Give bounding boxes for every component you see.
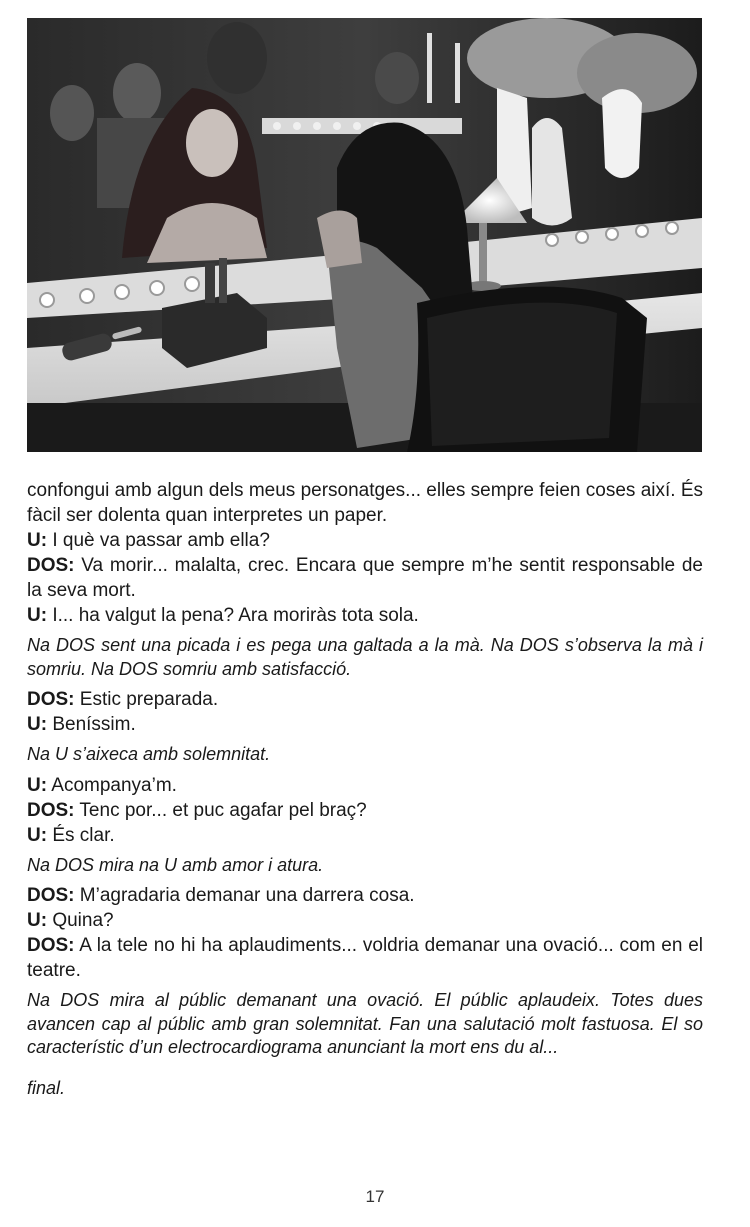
line-text: Quina?	[47, 910, 114, 931]
line-text: M’agradaria demanar una darrera cosa.	[74, 885, 415, 906]
line-text: I què va passar amb ella?	[47, 530, 270, 551]
stage-direction: final.	[27, 1077, 66, 1098]
page-number: 17	[365, 1187, 385, 1206]
speaker: U:	[27, 714, 48, 735]
line-text: I... ha valgut la pena? Ara moriràs tota sola.	[47, 605, 419, 626]
dialogue-line	[27, 553, 703, 603]
speaker: DOS:	[27, 555, 75, 576]
speaker: DOS:	[27, 885, 75, 906]
line-text: És clar.	[47, 824, 115, 846]
dialogue-line	[27, 773, 703, 798]
stage-direction: Na DOS sent una picada i es pega una galtada a la mà. Na DOS s’observa la mà i somriu. Na DOS somriu amb satisfacció.	[27, 635, 703, 679]
scene-photo	[27, 18, 702, 452]
line-text: A la tele no hi ha aplaudiments... voldria demanar una ovació... com en el teatre.	[27, 935, 703, 981]
speaker: DOS:	[27, 689, 75, 710]
dialogue-line	[27, 823, 703, 848]
stage-direction: Na U s’aixeca amb solemnitat.	[27, 744, 271, 764]
speaker: U:	[27, 910, 48, 931]
stage-direction: Na DOS mira al públic demanant una ovació. El públic aplaudeix. Totes dues avancen cap al públic amb gran solemnitat. Fan una salutació molt fastuosa. El so característic d’un electrocardiograma anunciant la mort ens du al...	[27, 990, 703, 1057]
dialogue-line	[27, 798, 703, 823]
speaker: U:	[27, 605, 48, 626]
dialogue-line	[27, 933, 703, 983]
dialogue-line	[27, 687, 703, 712]
line-text: Va morir... malalta, crec. Encara que sempre m’he sentit responsable de la seva mort.	[27, 555, 703, 601]
line-text: Beníssim.	[47, 714, 136, 735]
scene-photo-illustration	[27, 18, 702, 452]
dialogue-line	[27, 908, 703, 933]
dialogue-line	[27, 603, 703, 628]
dialogue-line	[27, 883, 703, 908]
dialogue-line	[27, 712, 703, 737]
speaker: DOS:	[27, 799, 75, 821]
script-text	[27, 478, 703, 1106]
dialogue-line	[27, 528, 703, 553]
speaker: DOS:	[27, 935, 75, 956]
speaker: U:	[27, 530, 48, 551]
line-text: Acompanya’m.	[47, 774, 177, 796]
speaker: U:	[27, 824, 48, 846]
line-text: Estic preparada.	[74, 689, 219, 710]
paragraph: confongui amb algun dels meus personatges... elles sempre feien coses així. És fàcil ser dolenta quan interpretes un paper.	[27, 480, 703, 526]
speaker: U:	[27, 774, 48, 796]
stage-direction: Na DOS mira na U amb amor i atura.	[27, 854, 324, 875]
line-text: Tenc por... et puc agafar pel braç?	[74, 799, 367, 821]
